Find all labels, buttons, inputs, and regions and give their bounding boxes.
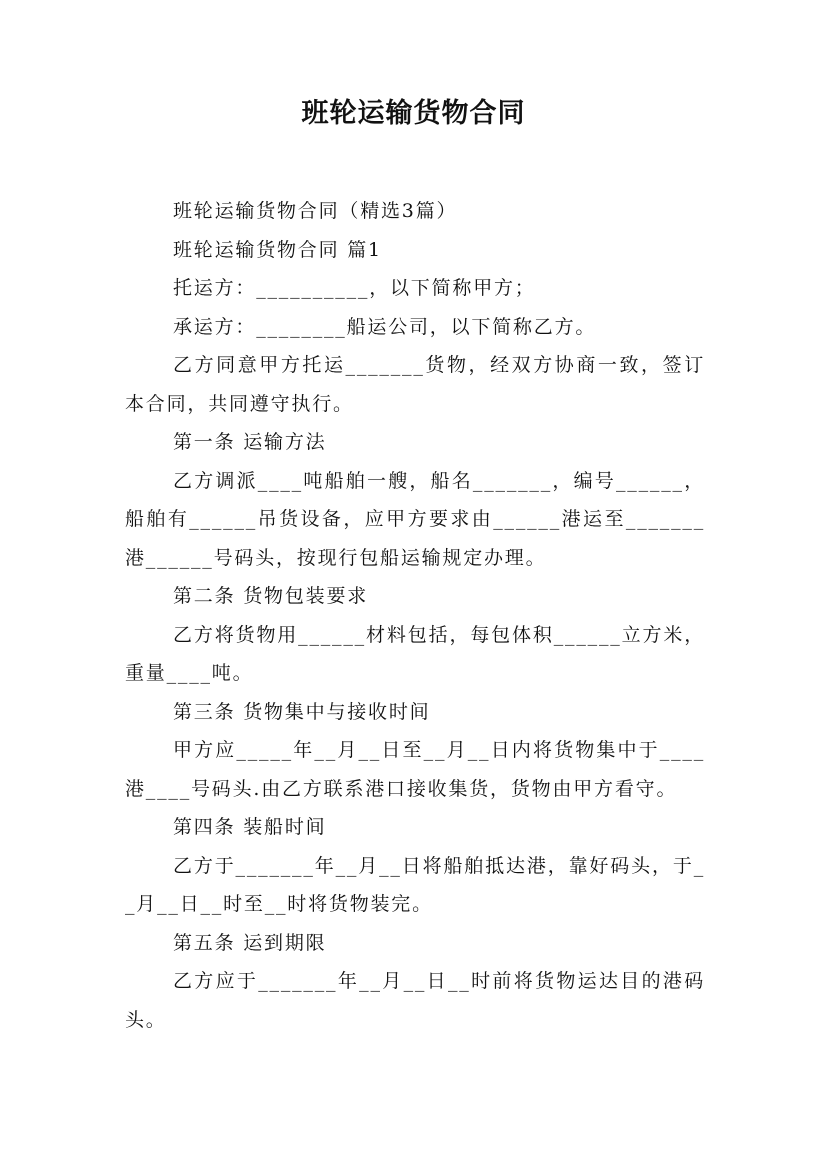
paragraph: 承运方：________船运公司，以下简称乙方。 (173, 315, 597, 338)
article-heading: 第四条 装船时间 (173, 816, 327, 838)
paragraph: 乙方同意甲方托运_______货物，经双方协商一致，签订本合同，共同遵守执行。 (125, 354, 705, 415)
document-body (125, 192, 705, 1039)
paragraph: 乙方调派____吨船舶一艘，船名_______，编号______，船舶有______吊货设备，应甲方要求由______港运至_______港______号码头，按现行包船运输规定办理。 (125, 469, 705, 569)
subtitle: 班轮运输货物合同（精选3篇） (173, 200, 458, 222)
paragraph: 乙方应于_______年__月__日__时前将货物运达目的港码头。 (125, 970, 705, 1031)
article-heading: 第三条 货物集中与接收时间 (173, 700, 431, 723)
paragraph: 甲方应_____年__月__日至__月__日内将货物集中于____港____号码头.由乙方联系港口接收集货，货物由甲方看守。 (125, 739, 705, 800)
paragraph: 托运方：__________，以下简称甲方； (173, 277, 536, 299)
paragraph: 乙方于_______年__月__日将船舶抵达港，靠好码头，于__月__日__时至__时将货物装完。 (125, 854, 705, 915)
article-heading: 第一条 运输方法 (173, 431, 327, 453)
document-title: 班轮运输货物合同 (301, 98, 526, 129)
section-heading: 班轮运输货物合同 篇1 (173, 238, 382, 261)
paragraph: 乙方将货物用______材料包括，每包体积______立方米，重量____吨。 (125, 623, 705, 684)
article-heading: 第二条 货物包装要求 (173, 585, 369, 607)
article-heading: 第五条 运到期限 (173, 931, 327, 954)
